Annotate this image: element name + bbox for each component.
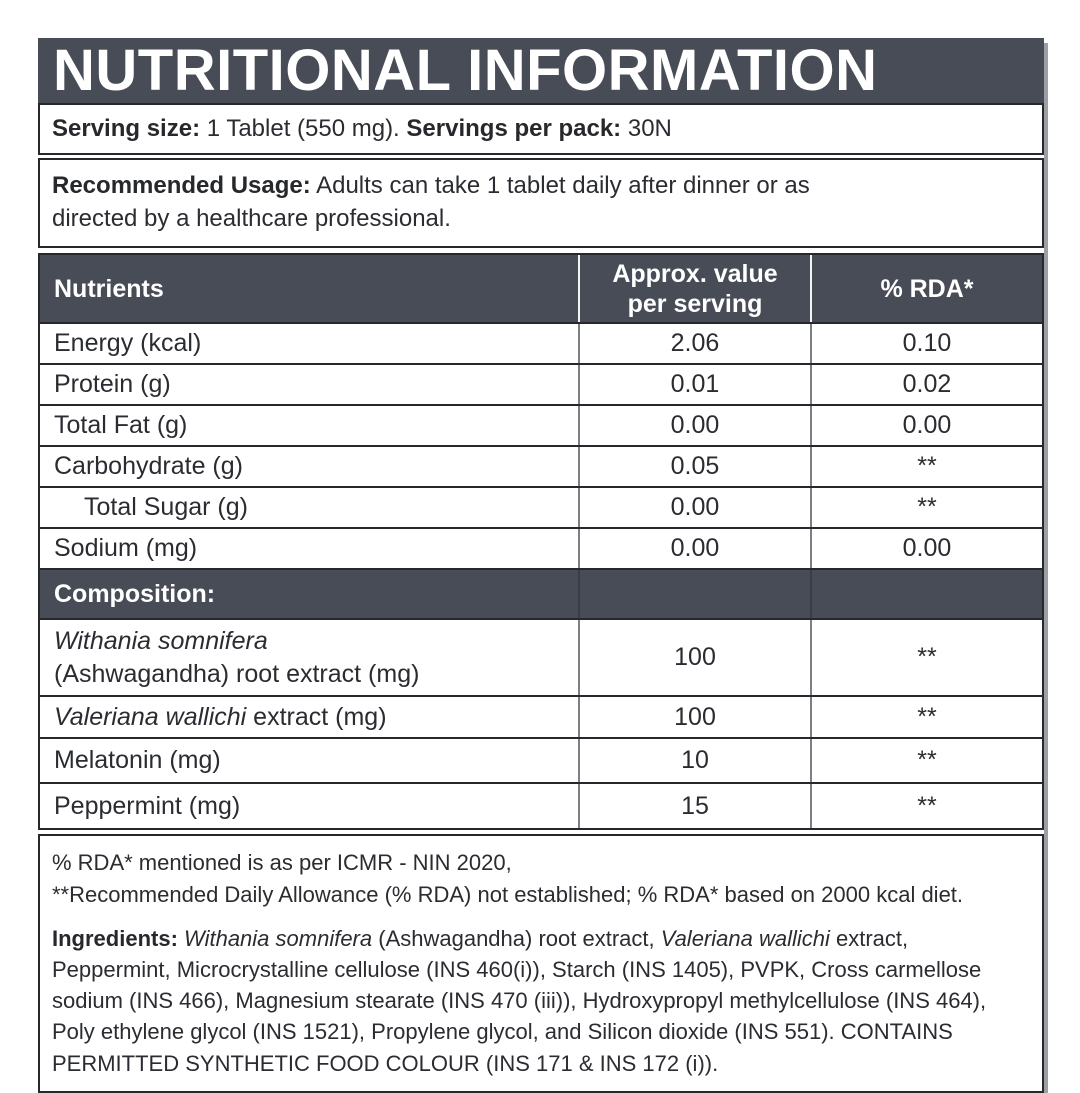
nutrient-rda: 0.10	[902, 329, 952, 358]
header-approx-value-text: Approx. value per serving	[612, 259, 778, 318]
table-row-energy	[40, 322, 1042, 363]
nutrient-value: 0.01	[580, 365, 812, 404]
composition-name: Peppermint (mg)	[40, 784, 580, 828]
nutrient-value: 2.06	[580, 324, 812, 363]
serving-size-label: Serving size:	[52, 115, 201, 142]
header-approx-value	[580, 255, 812, 322]
table-row-total-sugar	[40, 486, 1042, 527]
nutrient-value: 0.05	[580, 447, 812, 486]
recommended-usage-label: Recommended Usage:	[52, 172, 311, 199]
nutrient-rda: 0.00	[902, 534, 952, 563]
composition-name	[40, 620, 580, 695]
botanical-name: Valeriana wallichi	[54, 702, 247, 731]
nutrient-rda: 0.02	[902, 370, 952, 399]
table-row-total-fat	[40, 404, 1042, 445]
composition-rda: **	[917, 643, 937, 672]
composition-name: Melatonin (mg)	[40, 739, 580, 782]
rda-footnote-2: **Recommended Daily Allowance (% RDA) not established; % RDA* based on 2000 kcal diet.	[52, 882, 964, 908]
table-header-row	[40, 255, 1042, 322]
ingredients-text-2: extract, Peppermint, Microcrystalline cellulose (INS 460(i)), Starch (INS 1405), PVPK, Cross carmellose sodium (INS 466), Magnesium stearate (INS 470 (iii)), Hydroxypropyl methylcellulose (INS 464), Poly ethylene glycol (INS 1521), Propylene glycol, and Silicon dioxide (INS 551). CONTAINS PERMITTED SYNTHETIC FOOD COLOUR (INS 171 & INS 172 (i)).	[52, 925, 987, 1076]
title-bar	[38, 38, 1044, 103]
ingredients-text-1: (Ashwagandha) root extract,	[372, 925, 661, 951]
rda-footnote-1: % RDA* mentioned is as per ICMR - NIN 2020,	[52, 850, 512, 876]
nutrient-name: Carbohydrate (g)	[40, 447, 580, 486]
serving-size-value: 1 Tablet (550 mg).	[200, 115, 407, 142]
serving-text	[52, 115, 1030, 143]
ingredient-botanical-1: Withania somnifera	[184, 925, 373, 951]
nutrition-label	[38, 38, 1044, 1093]
header-rda	[812, 255, 1042, 322]
nutrient-rda: 0.00	[902, 411, 952, 440]
composition-rda: **	[917, 791, 937, 820]
nutrient-value: 0.00	[580, 488, 812, 527]
nutrient-name: Protein (g)	[40, 365, 580, 404]
table-row-peppermint	[40, 782, 1042, 828]
composition-rda: **	[917, 746, 937, 775]
ingredients-paragraph	[52, 923, 1012, 1079]
nutrient-value: 0.00	[580, 406, 812, 445]
ingredient-botanical-2: Valeriana wallichi	[660, 925, 830, 951]
composition-empty-rda-cell	[812, 570, 1042, 618]
ingredients-label: Ingredients:	[52, 925, 185, 951]
nutrient-name: Total Sugar (g)	[40, 488, 580, 527]
composition-name	[40, 697, 580, 737]
composition-rda: **	[917, 702, 937, 731]
botanical-name-rest: extract (mg)	[246, 702, 387, 731]
composition-value: 10	[580, 739, 812, 782]
table-row-sodium	[40, 527, 1042, 568]
composition-title: Composition:	[40, 570, 580, 618]
recommended-usage-body: Adults can take 1 tablet daily after dinner or as directed by a healthcare professional.	[52, 172, 810, 233]
servings-per-pack-value: 30N	[621, 115, 672, 142]
table-row-melatonin	[40, 737, 1042, 782]
recommended-usage	[38, 158, 1044, 248]
nutrients-table	[38, 253, 1044, 830]
nutrient-name: Total Fat (g)	[40, 406, 580, 445]
servings-per-pack-label: Servings per pack:	[406, 115, 622, 142]
nutrient-name: Sodium (mg)	[40, 529, 580, 568]
composition-value: 100	[580, 697, 812, 737]
recommended-usage-text	[52, 169, 852, 235]
table-row-protein	[40, 363, 1042, 404]
composition-value: 15	[580, 784, 812, 828]
table-row-carbohydrate	[40, 445, 1042, 486]
nutrient-name: Energy (kcal)	[40, 324, 580, 363]
serving-info	[38, 103, 1044, 155]
composition-empty-value-cell	[580, 570, 812, 618]
table-row-ashwagandha	[40, 618, 1042, 695]
nutrient-value: 0.00	[580, 529, 812, 568]
nutrient-rda: **	[917, 452, 937, 481]
composition-value: 100	[580, 620, 812, 695]
header-nutrients: Nutrients	[40, 255, 580, 322]
header-rda-text: % RDA*	[880, 274, 974, 303]
nutrient-rda: **	[917, 493, 937, 522]
table-row-valeriana	[40, 695, 1042, 737]
notes-section	[38, 834, 1044, 1093]
page-title: NUTRITIONAL INFORMATION	[53, 38, 878, 103]
botanical-name-rest: (Ashwagandha) root extract (mg)	[54, 659, 420, 688]
composition-header-row	[40, 568, 1042, 618]
botanical-name: Withania somnifera	[54, 627, 268, 656]
